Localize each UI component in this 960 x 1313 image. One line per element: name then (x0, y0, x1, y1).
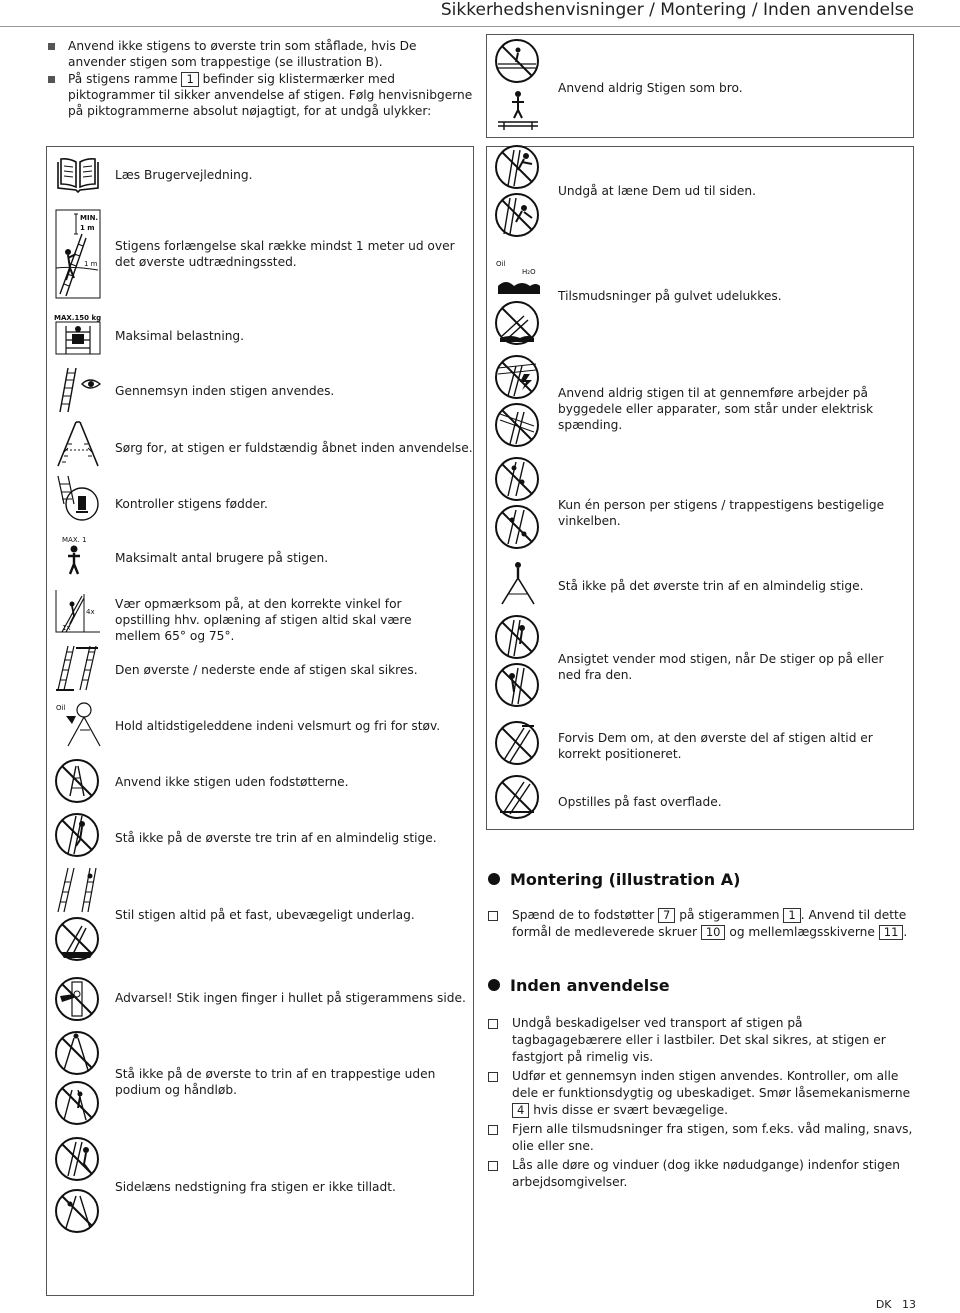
no-live-parts-icon (494, 402, 540, 448)
page-header (0, 0, 960, 27)
section-title-inden-anvendelse: Inden anvendelse (488, 976, 670, 995)
pictogram-text: Hold altidstigeleddene indeni velsmurt og fri for støv. (115, 719, 441, 733)
ref-number: 7 (658, 908, 675, 923)
page-number: 13 (902, 1298, 916, 1311)
language-code: DK (875, 1298, 892, 1311)
inden-list (488, 1015, 913, 1193)
pictogram-text: Kontroller stigens fødder. (115, 497, 268, 511)
no-unstable-ground-icon (54, 916, 100, 962)
opened-stepladder-icon (54, 420, 102, 468)
page-footer (876, 1298, 916, 1311)
ref-number: 1 (181, 72, 198, 87)
intro-bullet: Anvend ikke stigens to øverste trin som ståflade, hvis De anvender stigen som trappestige (se illustration B). (48, 38, 478, 71)
ref-number: 10 (701, 925, 726, 940)
pictogram-text: Den øverste / nederste ende af stigen skal sikres. (115, 663, 418, 677)
max-load-icon (54, 312, 102, 356)
no-finger-in-hole-icon (54, 976, 100, 1022)
angle-base-label: 1x (62, 624, 71, 632)
pictogram-text: Anvend aldrig Stigen som bro. (558, 81, 743, 95)
no-sideways-step-icon (54, 1136, 100, 1182)
section-bullet-icon (488, 873, 500, 885)
ladder-secured-icon (54, 644, 102, 692)
pictogram-text: Stil stigen altid på et fast, ubevægeligt underlag. (115, 908, 415, 922)
inden-step: Undgå beskadigelser ved transport af stigen på tagbagagebærere eller i lastbiler. Det skal sikres, at stigen er fastgjort på rimelig vis. (488, 1015, 913, 1066)
ref-number: 4 (512, 1103, 529, 1118)
inden-step: Lås alle døre og vinduer (dog ikke nødudgange) indenfor stigen arbejdsomgivelser. (488, 1157, 913, 1191)
no-dirty-floor-icon (494, 300, 540, 346)
pictogram-text: Maksimal belastning. (115, 329, 245, 343)
pictogram-text: Stå ikke på det øverste trin af en almindelig stige. (558, 579, 864, 593)
inspect-ladder-icon (54, 366, 102, 414)
ladder-feet-icon (54, 474, 102, 522)
one-person-icon (494, 456, 540, 502)
no-overreach-icon (494, 192, 540, 238)
pictogram-text: Stå ikke på de øverste to trin af en trappestige uden podium og håndløb. (115, 1067, 436, 1097)
slippery-floor-icon (494, 256, 542, 296)
firm-ground-icon (54, 866, 102, 914)
pictogram-text: Anvend aldrig stigen til at gennemføre arbejder på byggedele eller apparater, som står under elektrisk spænding. (558, 386, 874, 432)
max-load-label: MAX.150 kg (54, 314, 102, 322)
inden-step: Udfør et gennemsyn inden stigen anvendes. Kontroller, om alle dele er funktionsdygtig og ubeskadiget. Smør låsemekanismerne 4 hvis disse er svært bevægelige. (488, 1068, 913, 1119)
face-ladder-icon (494, 614, 540, 660)
intro-bullet: På stigens ramme 1 befinder sig klistermærker med piktogrammer til sikker anvendelse af stigen. Følg henvisnibgerne på piktogrammerne absolut nøjagtigt, for at undgå ulykker: (48, 71, 478, 120)
no-two-persons-icon (494, 504, 540, 550)
min-label: MIN. (80, 214, 99, 222)
firm-surface-icon (494, 774, 540, 820)
top-positioned-icon (494, 720, 540, 766)
no-foot-support-icon (54, 758, 100, 804)
pictogram-text: Læs Brugervejledning. (115, 168, 253, 182)
right-pictogram-box (486, 146, 914, 830)
pictogram-text: Sørg for, at stigen er fuldstændig åbnet inden anvendelse. (115, 441, 473, 455)
no-top-three-steps-icon (54, 812, 100, 858)
book-icon (54, 154, 102, 194)
pictogram-text: Advarsel! Stik ingen finger i hullet på stigerammens side. (115, 991, 466, 1005)
inden-step: Fjern alle tilsmudsninger fra stigen, som f.eks. våd maling, snavs, olie eller sne. (488, 1121, 913, 1155)
pictogram-text: Stigens forlængelse skal række mindst 1 meter ud over det øverste udtrædningssted. (115, 239, 455, 269)
no-backwards-climb-icon (494, 662, 540, 708)
pictogram-text: Opstilles på fast overflade. (558, 795, 722, 809)
no-climb-stepladder-icon (54, 1080, 100, 1126)
no-sideways-descent-icon (54, 1188, 100, 1234)
ladder-angle-icon (54, 588, 102, 636)
one-meter-label: 1 m (80, 224, 95, 232)
ladder-walking-icon (494, 86, 542, 132)
pictogram-text: Anvend ikke stigen uden fodstøtterne. (115, 775, 349, 789)
pictogram-text: Vær opmærksom på, at den korrekte vinkel for opstilling hhv. oplæning af stigen altid skal være mellem 65° og 75°. (115, 597, 412, 643)
pictogram-text: Undgå at læne Dem ud til siden. (558, 184, 756, 198)
ref-number: 1 (783, 908, 800, 923)
max-users-icon (54, 534, 102, 576)
pictogram-text: Gennemsyn inden stigen anvendes. (115, 384, 335, 398)
montering-step: Spænd de to fodstøtter 7 på stigerammen 1 . Anvend til dette formål de medleverede skruer 10 og mellemlægsskiverne 11 . (488, 907, 913, 941)
water-label: H₂O (522, 268, 536, 276)
montering-list (488, 907, 913, 943)
oil-label: Oil (56, 704, 66, 712)
ladder-extension-icon (54, 208, 102, 300)
pictogram-text: Forvis Dem om, at den øverste del af stigen altid er korrekt positioneret. (558, 731, 873, 761)
pictogram-text: Ansigtet vender mod stigen, når De stiger op på eller ned fra den. (558, 652, 884, 682)
oil-label: Oil (496, 260, 506, 268)
no-bridge-icon (494, 38, 540, 84)
intro-list (48, 38, 478, 119)
no-top-two-steps-icon (54, 1030, 100, 1076)
pictogram-text: Maksimalt antal brugere på stigen. (115, 551, 329, 565)
top-step-stand-icon (494, 560, 542, 606)
section-bullet-icon (488, 979, 500, 991)
pictogram-text: Tilsmudsninger på gulvet udelukkes. (558, 289, 782, 303)
pictogram-text: Stå ikke på de øverste tre trin af en almindelig stige. (115, 831, 437, 845)
ref-number: 11 (879, 925, 904, 940)
max-users-label: MAX. 1 (62, 536, 87, 544)
angle-height-label: 4x (86, 608, 95, 616)
no-electrical-icon (494, 354, 540, 400)
lubrication-icon (54, 700, 102, 748)
no-leaning-icon (494, 144, 540, 190)
one-meter-label: 1 m (84, 260, 98, 268)
pictogram-text: Kun én person per stigens / trappestigens bestigelige vinkelben. (558, 498, 885, 528)
page-title: Sikkerhedshenvisninger / Montering / Inden anvendelse (440, 0, 914, 20)
section-title-montering: Montering (illustration A) (488, 870, 740, 889)
pictogram-text: Sidelæns nedstigning fra stigen er ikke tilladt. (115, 1180, 396, 1194)
